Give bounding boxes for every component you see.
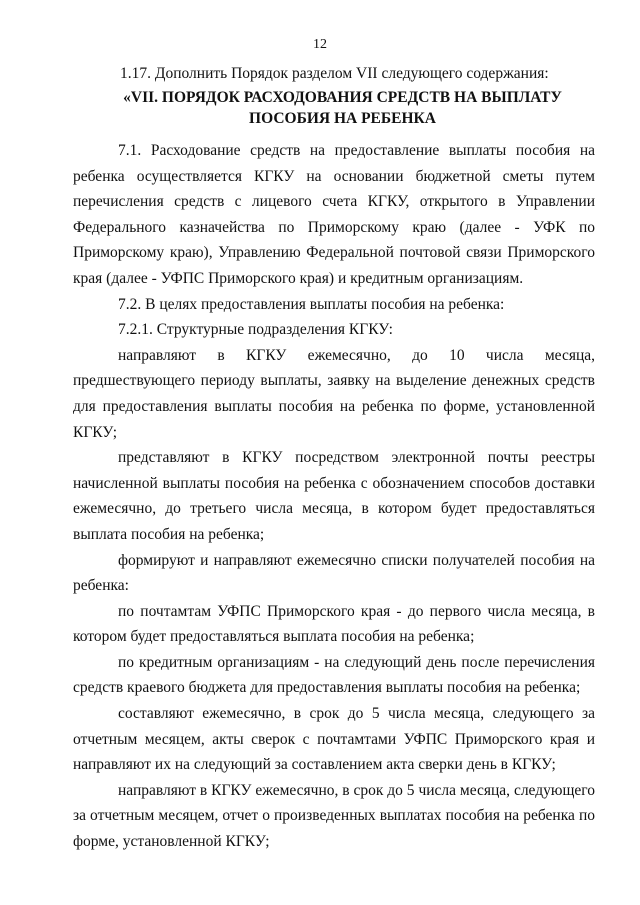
paragraph-post-offices: по почтамтам УФПС Приморского края - до первого числа месяца, в котором будет предоставляться выплата пособия на ребенка; [73, 602, 595, 646]
page-number: 12 [313, 37, 327, 52]
paragraph-payment-report: направляют в КГКУ ежемесячно, в срок до 5 числа месяца, следующего за отчетным месяцем, отчет о произведенных выплатах пособия на ребенка по форме, установленной КГКУ; [73, 781, 595, 851]
paragraph-7-2-1: 7.2.1. Структурные подразделения КГКУ: [118, 321, 393, 339]
paragraph-credit-organizations: по кредитным организациям - на следующий день после перечисления средств краевого бюджета для предоставления выплаты пособия на ребенка; [73, 653, 595, 697]
paragraph-registries: представляют в КГКУ посредством электронной почты реестры начисленной выплаты пособия на ребенка с обозначением способов доставки ежемесячно, до третьего числа месяца, в котором будет предоставляться выплата пособия на ребенка; [73, 449, 595, 543]
paragraph-reconciliation-acts: составляют ежемесячно, в срок до 5 числа месяца, следующего за отчетным месяцем, акты сверок с почтамтами УФПС Приморского края и направляют их на следующий за составлением акта сверки день в КГКУ; [73, 705, 595, 774]
section-title: «VII. ПОРЯДОК РАСХОДОВАНИЯ СРЕДСТВ НА ВЫПЛАТУ ПОСОБИЯ НА РЕБЕНКА [123, 89, 562, 127]
paragraph-application: направляют в КГКУ ежемесячно, до 10 числа месяца, предшествующего периоду выплаты, заявку на выделение денежных средств для предоставления выплаты пособия на ребенка по форме, установленной КГКУ; [73, 346, 595, 441]
amendment-intro: 1.17. Дополнить Порядок разделом VII следующего содержания: [120, 65, 549, 82]
paragraph-7-1: 7.1. Расходование средств на предоставление выплаты пособия на ребенка осуществляется КГКУ на основании бюджетной сметы путем перечисления средств с лицевого счета КГКУ, открытого в Управлении Федерального казначейства по Приморскому краю (далее - УФК по Приморскому краю), Управлению Федеральной почтовой связи Приморского края (далее - УФПС Приморского края) и кредитным организациям. [73, 142, 595, 287]
body-text [73, 138, 595, 855]
paragraph-7-2: 7.2. В целях предоставления выплаты пособия на ребенка: [118, 295, 505, 313]
paragraph-recipient-lists: формируют и направляют ежемесячно списки получателей пособия на ребенка: [73, 551, 595, 595]
